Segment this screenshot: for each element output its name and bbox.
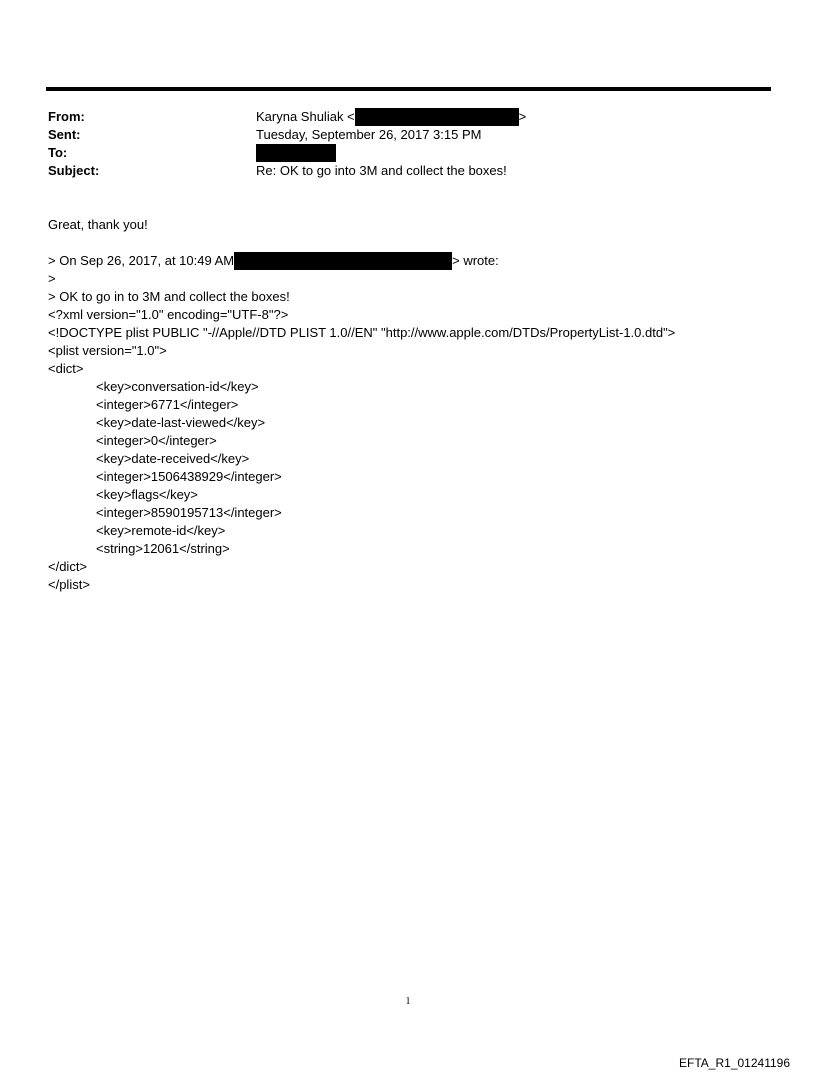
- from-name: Karyna Shuliak <: [256, 109, 355, 124]
- quote-header: [48, 252, 499, 270]
- xml-line: <dict>: [48, 361, 84, 376]
- from-value: [256, 108, 526, 126]
- dict-line: <string>12061</string>: [96, 541, 230, 556]
- dict-line: <integer>1506438929</integer>: [96, 469, 282, 484]
- quote-suffix: > wrote:: [452, 253, 499, 268]
- dict-line: <key>conversation-id</key>: [96, 379, 259, 394]
- dict-line: <key>remote-id</key>: [96, 523, 226, 538]
- quote-text: > OK to go in to 3M and collect the boxes!: [48, 289, 290, 304]
- header-rule: [46, 87, 771, 91]
- subject-label: Subject:: [48, 163, 100, 178]
- xml-line: <plist version="1.0">: [48, 343, 167, 358]
- quote-prefix: > On Sep 26, 2017, at 10:49 AM: [48, 253, 235, 268]
- xml-line: <!DOCTYPE plist PUBLIC "-//Apple//DTD PLIST 1.0//EN" "http://www.apple.com/DTDs/PropertyList-1.0.dtd">: [48, 325, 676, 340]
- redaction-from-email: [355, 108, 519, 126]
- dict-line: <integer>8590195713</integer>: [96, 505, 282, 520]
- dict-line: <key>date-received</key>: [96, 451, 250, 466]
- document-id: EFTA_R1_01241196: [679, 1056, 790, 1070]
- from-value-end: >: [518, 109, 527, 124]
- sent-label: Sent:: [48, 127, 81, 142]
- dict-line: <key>date-last-viewed</key>: [96, 415, 266, 430]
- dict-line: <integer>0</integer>: [96, 433, 217, 448]
- to-value: [256, 144, 336, 162]
- dict-line: <integer>6771</integer>: [96, 397, 239, 412]
- from-label: From:: [48, 109, 85, 124]
- page-number: 1: [405, 996, 411, 1007]
- quote-blank: >: [48, 271, 56, 286]
- closing-line: </plist>: [48, 577, 90, 592]
- closing-line: </dict>: [48, 559, 88, 574]
- redaction-to: [256, 144, 336, 162]
- subject-value: Re: OK to go into 3M and collect the boxes!: [256, 163, 507, 178]
- dict-line: <key>flags</key>: [96, 487, 198, 502]
- redaction-quote-sender: [234, 252, 452, 270]
- greeting: Great, thank you!: [48, 217, 148, 232]
- sent-value: Tuesday, September 26, 2017 3:15 PM: [256, 127, 482, 142]
- to-label: To:: [48, 145, 68, 160]
- xml-line: <?xml version="1.0" encoding="UTF-8"?>: [48, 307, 289, 322]
